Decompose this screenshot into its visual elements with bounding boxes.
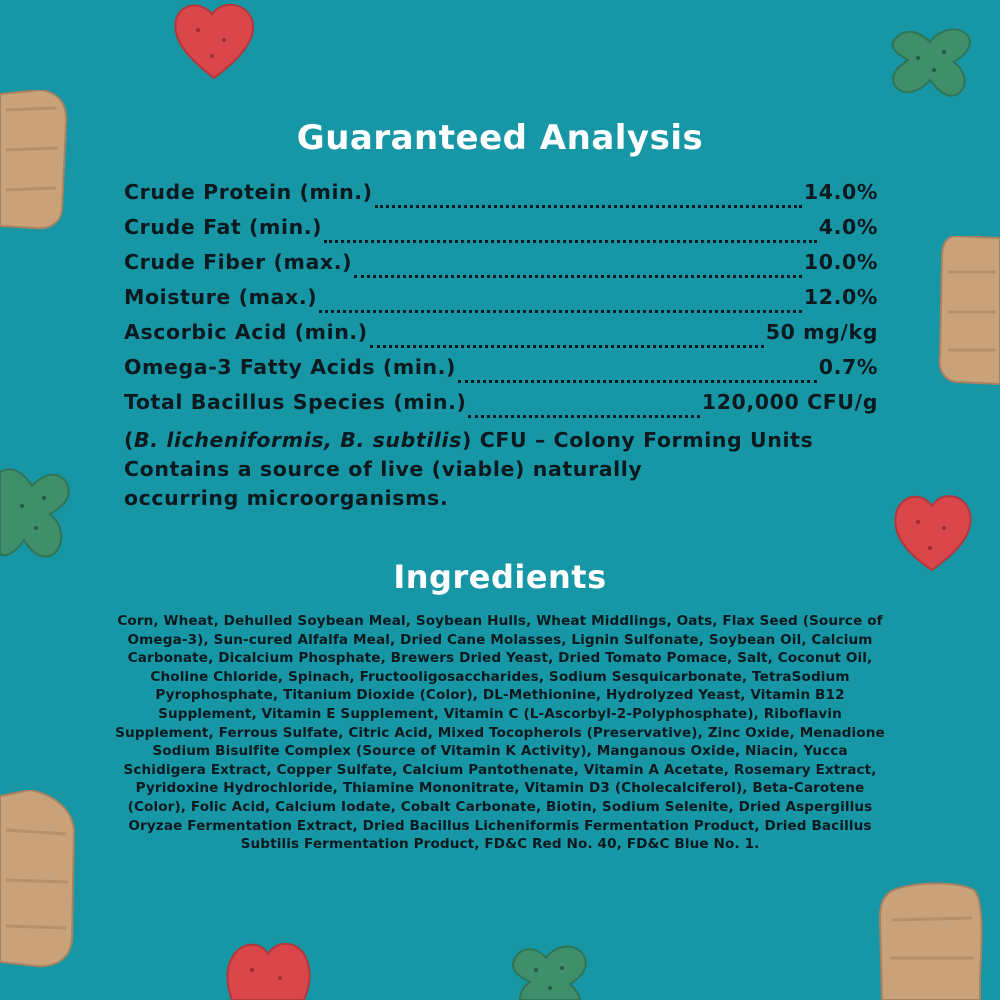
analysis-label: Crude Protein (min.): [124, 180, 373, 204]
analysis-row: [124, 320, 878, 355]
analysis-value: 120,000 CFU/g: [701, 390, 878, 414]
analysis-row: [124, 250, 878, 285]
analysis-row: [124, 355, 878, 390]
heart-kibble-icon: [168, 0, 260, 82]
square-kibble-icon: [0, 90, 72, 230]
species-close-paren: ): [462, 428, 472, 452]
analysis-value: 12.0%: [803, 285, 878, 309]
analysis-value: 0.7%: [818, 355, 878, 379]
bacillus-species: B. licheniformis, B. subtilis: [133, 428, 462, 452]
dot-leader: [468, 415, 699, 418]
analysis-value: 14.0%: [803, 180, 878, 204]
live-microorganisms-note: Contains a source of live (viable) naturally occurring microorganisms.: [124, 457, 643, 510]
square-kibble-icon: [876, 880, 986, 1000]
cross-kibble-icon: [510, 940, 590, 1000]
analysis-label: Total Bacillus Species (min.): [124, 390, 467, 414]
analysis-row: [124, 215, 878, 250]
analysis-row: [124, 390, 878, 425]
analysis-row: [124, 285, 878, 320]
analysis-label: Crude Fiber (max.): [124, 250, 353, 274]
cfu-definition: CFU – Colony Forming Units: [479, 428, 814, 452]
analysis-label: Moisture (max.): [124, 285, 318, 309]
cross-kibble-icon: [0, 462, 72, 562]
species-open-paren: (: [124, 428, 134, 452]
dot-leader: [319, 310, 802, 313]
dot-leader: [370, 345, 764, 348]
analysis-label: Ascorbic Acid (min.): [124, 320, 368, 344]
guaranteed-analysis-title: Guaranteed Analysis: [296, 118, 704, 158]
cross-kibble-icon: [888, 22, 976, 100]
square-kibble-icon: [0, 790, 76, 970]
analysis-value: 10.0%: [803, 250, 878, 274]
dot-leader: [458, 380, 817, 383]
ingredients-list: Corn, Wheat, Dehulled Soybean Meal, Soybean Hulls, Wheat Middlings, Oats, Flax Seed (Source of Omega-3), Sun-cured Alfalfa Meal, Dried Cane Molasses, Lignin Sulfonate, Soybean Oil, Calcium Carbonate, Dicalcium Phosphate, Brewers Dried Yeast, Dried Tomato Pomace, Salt, Coconut Oil, Choline Chloride, Spinach, Fructooligosaccharides, Sodium Sesquicarbonate, TetraSodium Pyrophosphate, Titanium Dioxide (Color), DL-Methionine, Hydrolyzed Yeast, Vitamin B12 Supplement, Vitamin E Supplement, Vitamin C (L-Ascorbyl-2-Polyphosphate), Riboflavin Supplement, Ferrous Sulfate, Citric Acid, Mixed Tocopherols (Preservative), Zinc Oxide, Menadione Sodium Bisulfite Complex (Source of Vitamin K Activity), Manganous Oxide, Niacin, Yucca Schidigera Extract, Copper Sulfate, Calcium Pantothenate, Vitamin A Acetate, Rosemary Extract, Pyridoxine Hydrochloride, Thiamine Mononitrate, Vitamin D3 (Cholecalciferol), Beta-Carotene (Color), Folic Acid, Calcium Iodate, Cobalt Carbonate, Biotin, Sodium Selenite, Dried Aspergillus Oryzae Fermentation Extract, Dried Bacillus Licheniformis Fermentation Product, Dried Bacillus Subtilis Fermentation Product, FD&C Red No. 40, FD&C Blue No. 1.: [115, 613, 885, 853]
analysis-label: Omega-3 Fatty Acids (min.): [124, 355, 457, 379]
dot-leader: [354, 275, 802, 278]
heart-kibble-icon: [224, 938, 312, 1000]
analysis-row: [124, 180, 878, 215]
ingredients-title: Ingredients: [393, 558, 607, 596]
dot-leader: [375, 205, 802, 208]
analysis-label: Crude Fat (min.): [124, 215, 323, 239]
analysis-value: 50 mg/kg: [765, 320, 878, 344]
square-kibble-icon: [938, 236, 1000, 386]
analysis-value: 4.0%: [818, 215, 878, 239]
dot-leader: [324, 240, 817, 243]
analysis-footnote: [124, 426, 884, 513]
analysis-table: [124, 180, 878, 425]
